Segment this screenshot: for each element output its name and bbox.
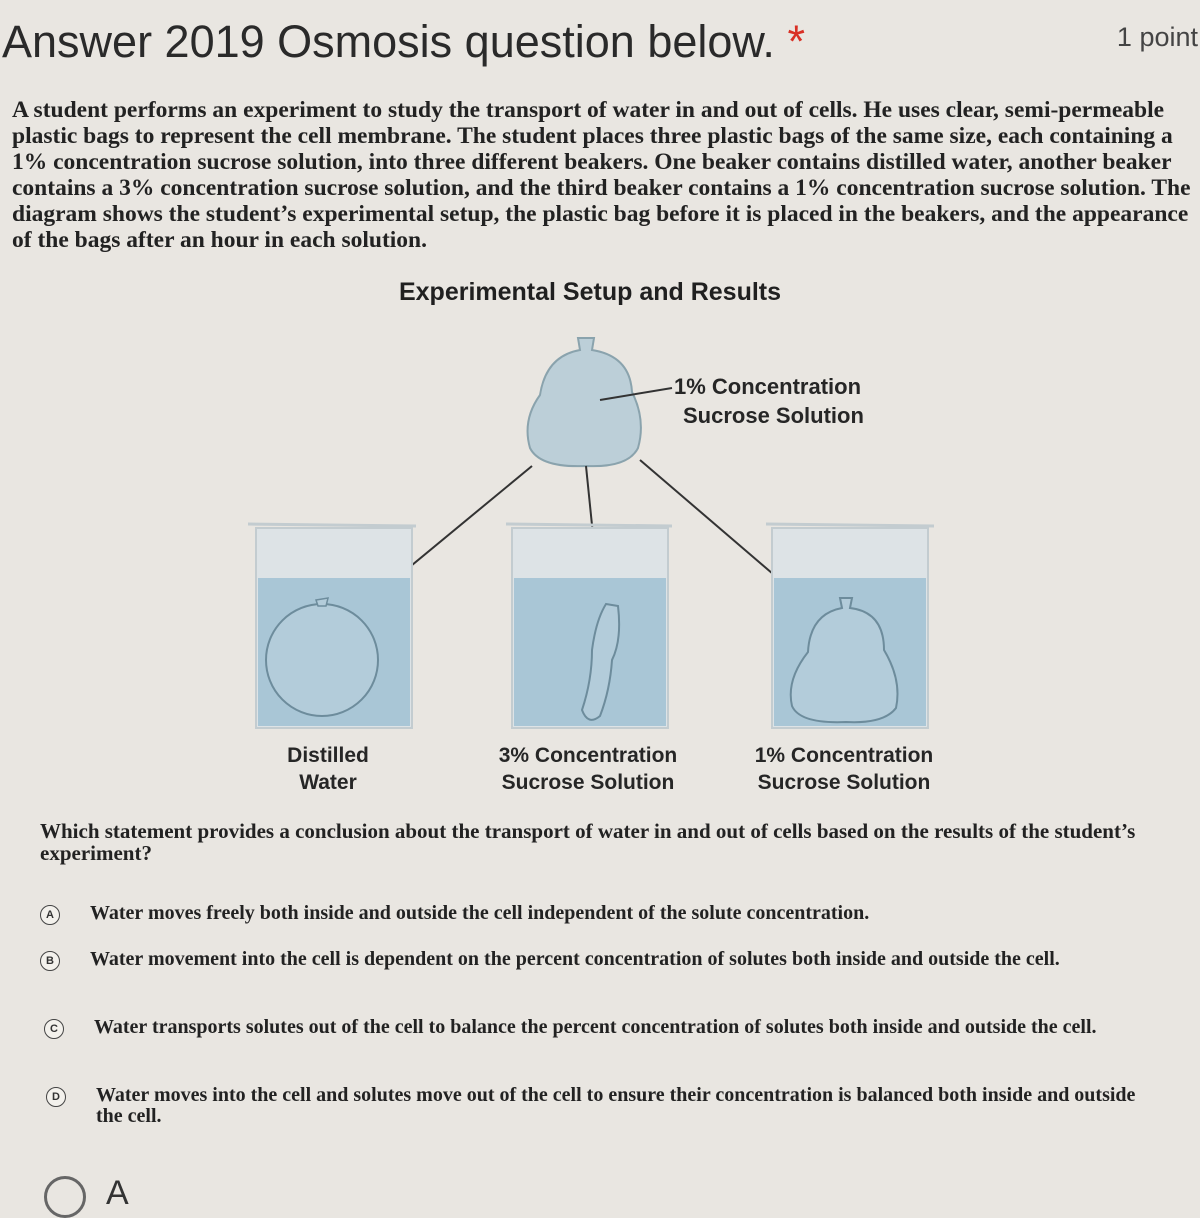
- beaker-distilled-water: [248, 524, 416, 728]
- beaker-3-percent: [506, 524, 672, 728]
- beaker-label-3: [734, 742, 954, 796]
- answer-option-a[interactable]: [44, 1168, 244, 1212]
- beaker-label-3-line2: Sucrose Solution: [757, 771, 931, 794]
- answer-option-a-label: A: [106, 1174, 129, 1212]
- question-title-text: Answer 2019 Osmosis question below.: [2, 16, 775, 67]
- beaker-label-1-line1: Distilled: [287, 744, 369, 767]
- radio-button-a[interactable]: [44, 1176, 86, 1218]
- choice-c-letter: C: [44, 1019, 64, 1039]
- choice-d-letter: D: [46, 1087, 66, 1107]
- experiment-diagram: [0, 320, 1200, 740]
- question-header: [0, 12, 1200, 72]
- choice-a-letter: A: [40, 905, 60, 925]
- required-asterisk: *: [787, 16, 805, 67]
- beaker-label-2-line2: Sucrose Solution: [501, 771, 675, 794]
- initial-bag-label: [674, 372, 864, 430]
- beaker-label-3-line1: 1% Concentration: [754, 744, 934, 767]
- beaker-1-percent: [766, 524, 934, 728]
- figure-title: Experimental Setup and Results: [398, 278, 782, 306]
- initial-bag-label-line2: Sucrose Solution: [683, 403, 864, 428]
- choice-d-text: Water moves into the cell and solutes move out of the cell to ensure their concentration is balanced both inside and outside the cell.: [96, 1084, 1136, 1127]
- choice-c-text: Water transports solutes out of the cell to balance the percent concentration of solutes both inside and outside the cell.: [94, 1016, 1097, 1038]
- beaker-label-2: [478, 742, 698, 796]
- choice-b-text: Water movement into the cell is dependent on the percent concentration of solutes both inside and outside the cell.: [90, 948, 1060, 970]
- swollen-bag: [266, 604, 378, 716]
- question-title: [2, 16, 805, 68]
- points-label: 1 point: [1116, 22, 1198, 52]
- choice-a-text: Water moves freely both inside and outside the cell independent of the solute concentration.: [90, 902, 870, 924]
- question-prompt: Which statement provides a conclusion about the transport of water in and out of cells based on the results of the student’s experiment?: [40, 819, 1136, 865]
- initial-bag: [528, 338, 672, 466]
- beaker-label-2-line1: 3% Concentration: [498, 744, 678, 767]
- question-passage: A student performs an experiment to study the transport of water in and out of cells. He uses clear, semi-permeable plastic bags to represent the cell membrane. The student places three plastic bags of the same size, each containing a 1% concentration sucrose solution, into three different beakers. One beaker contains distilled water, another beaker contains a 3% concentration sucrose solution, and the third beaker contains a 1% concentration sucrose solution. The diagram shows the student’s experimental setup, the plastic bag before it is placed in the beakers, and the appearance of the bags after an hour in each solution.: [12, 97, 1191, 253]
- initial-bag-label-line1: 1% Concentration: [674, 374, 862, 399]
- beaker-label-1: [258, 742, 398, 796]
- choice-b-letter: B: [40, 951, 60, 971]
- beaker-label-1-line2: Water: [299, 771, 357, 794]
